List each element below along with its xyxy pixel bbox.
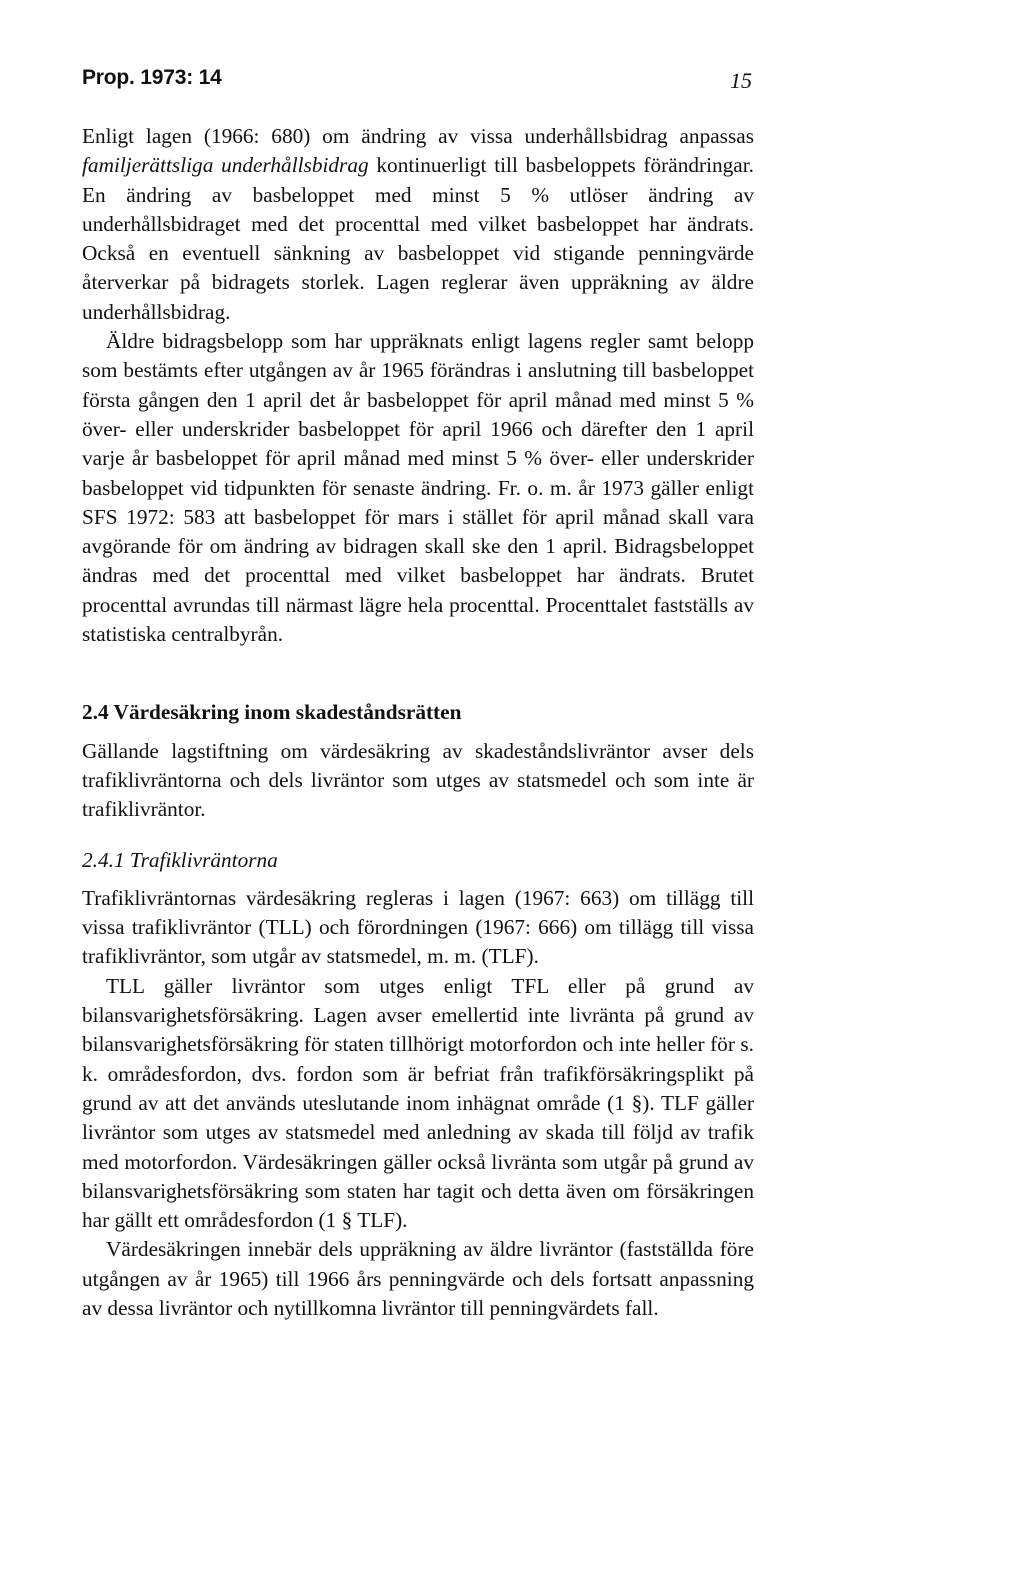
paragraph-trafiklivrantornas-vardesakring: Trafiklivräntornas värdesäkring regleras i lagen (1967: 663) om tillägg till vissa trafiklivräntor (TLL) och förordningen (1967: 666) om tillägg till vissa trafiklivräntor, som utgår av statsmedel, m. m. (TLF).: [82, 885, 754, 969]
body-text: [82, 122, 754, 1323]
paragraph-text: kontinuerligt till basbeloppets förändringar. En ändring av basbeloppet med minst 5 % utlöser ändring av underhållsbidraget med det procenttal med vilket basbeloppet har ändrats. Också en eventuell sänkning av basbeloppet vid stigande penningvärde återverkar på bidragets storlek. Lagen reglerar även uppräkning av äldre underhållsbidrag.: [82, 153, 755, 324]
subsection-heading-2-4-1: 2.4.1 Trafiklivräntorna: [82, 847, 278, 872]
emphasized-term: familjerättsliga underhållsbidrag: [82, 153, 369, 178]
document-reference: Prop. 1973: 14: [82, 66, 222, 89]
paragraph-gallande-lagstiftning: Gällande lagstiftning om värdesäkring av skadeståndslivräntor avser dels trafiklivräntorna och dels livräntor som utges av statsmedel och som inte är trafiklivräntor.: [82, 738, 754, 822]
paragraph-text: Enligt lagen (1966: 680) om ändring av vissa underhållsbidrag anpassas: [82, 124, 754, 148]
section-heading-2-4: 2.4 Värdesäkring inom skadeståndsrätten: [82, 700, 462, 725]
paragraph-tll: TLL gäller livräntor som utges enligt TFL eller på grund av bilansvarighetsförsäkring. Lagen avser emellertid inte livränta på grund av bilansvarighetsförsäkring för staten tillhörigt motorfordon och inte heller för s. k. områdesfordon, dvs. fordon som är befriat från trafikförsäkringsplikt på grund av att det används uteslutande inom inhägnat område (1 §). TLF gäller livräntor som utges av statsmedel med anledning av skada till följd av trafik med motorfordon. Värdesäkringen gäller också livränta som utgår på grund av bilansvarighetsförsäkring som staten har tagit och detta även om försäkringen har gällt ett områdesfordon (1 § TLF).: [82, 973, 754, 1233]
paragraph-vardesakringen: Värdesäkringen innebär dels uppräkning av äldre livräntor (fastställda före utgången av år 1965) till 1966 års penningvärde och dels fortsatt anpassning av dessa livräntor och nytillkomna livräntor till penningvärdets fall.: [82, 1237, 754, 1320]
running-head: [82, 66, 752, 96]
paragraph-underhallsbidrag: [82, 122, 754, 327]
paragraph-aldre-bidragsbelopp: Äldre bidragsbelopp som har uppräknats enligt lagens regler samt belopp som bestämts efter utgången av år 1965 förändras i anslutning till basbeloppet första gången den 1 april det år basbeloppet för april månad med minst 5 % över- eller underskrider basbeloppet för april 1966 och därefter den 1 april varje år basbeloppet för april månad med minst 5 % över- eller underskrider basbeloppet vid tidpunkten för senaste ändring. Fr. o. m. år 1973 gäller enligt SFS 1972: 583 att basbeloppet för mars i stället för april månad skall vara avgörande för om ändring av bidragen skall ske den 1 april. Bidragsbeloppet ändras med det procenttal med vilket basbeloppet har ändrats. Brutet procenttal avrundas till närmast lägre hela procenttal. Procenttalet fastställs av statistiska centralbyrån.: [82, 329, 754, 647]
page-number: 15: [730, 68, 752, 93]
